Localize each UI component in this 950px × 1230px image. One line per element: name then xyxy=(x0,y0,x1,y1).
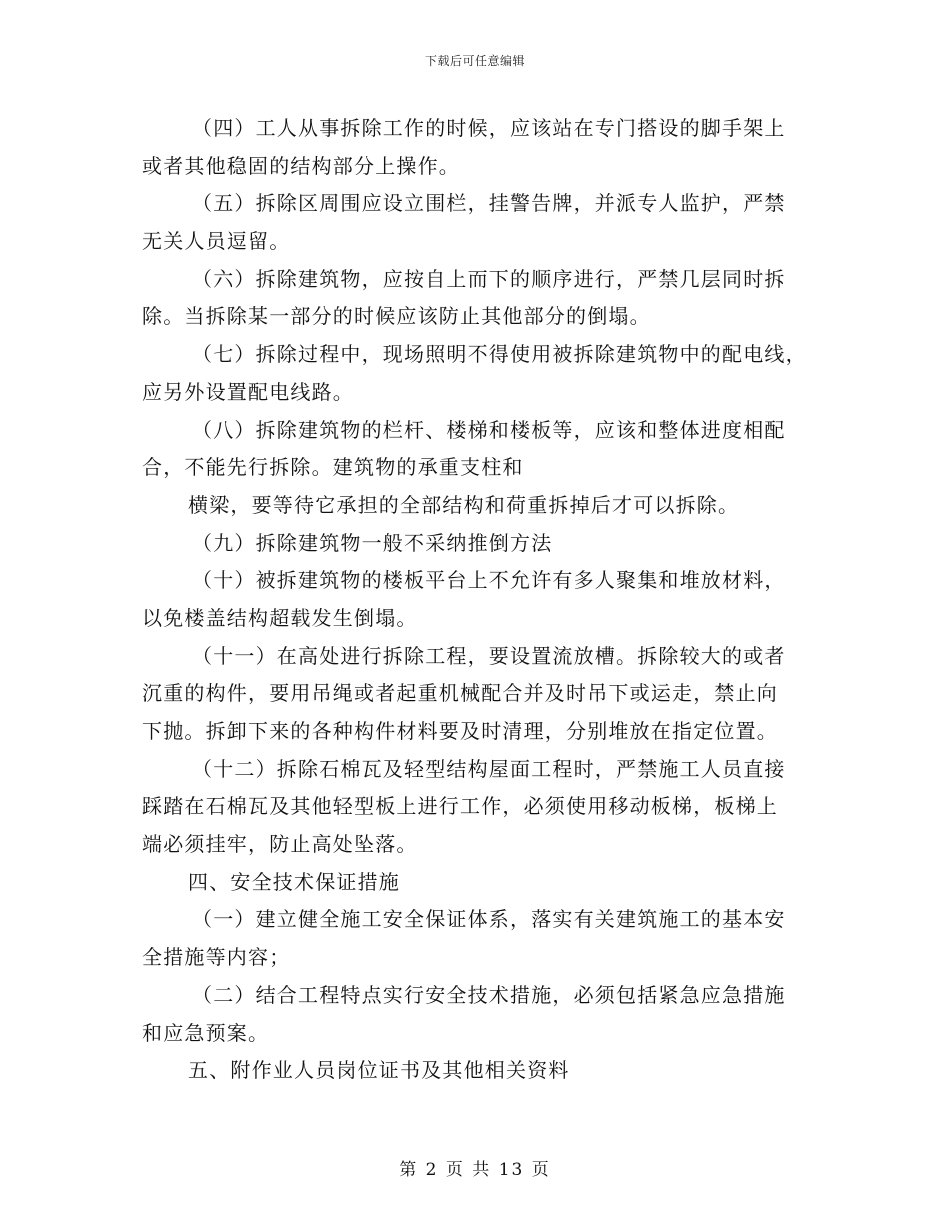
text-line: （九）拆除建筑物一般不采纳推倒方法 xyxy=(192,530,553,555)
text-line: 五、附作业人员岗位证书及其他相关资料 xyxy=(188,1058,570,1083)
document-body xyxy=(142,110,822,1090)
text-line: （十一）在高处进行拆除工程，要设置流放槽。拆除较大的或者 xyxy=(192,643,786,668)
text-line: （二）结合工程特点实行安全技术措施，必须包括紧急应急措施 xyxy=(192,982,786,1007)
page-header: 下载后可任意编辑 xyxy=(424,54,525,68)
text-line: 四、安全技术保证措施 xyxy=(188,869,400,894)
text-line: 和应急预案。 xyxy=(142,1020,270,1045)
text-line: （八）拆除建筑物的栏杆、楼梯和楼板等，应该和整体进度相配 xyxy=(192,417,786,442)
text-line: 合，不能先行拆除。建筑物的承重支柱和 xyxy=(142,455,524,480)
text-line: （十）被拆建筑物的楼板平台上不允许有多人聚集和堆放材料， xyxy=(192,568,786,593)
text-line: 或者其他稳固的结构部分上操作。 xyxy=(142,153,460,178)
text-line: 应另外设置配电线路。 xyxy=(142,379,354,404)
text-line: （五）拆除区周围应设立围栏，挂警告牌，并派专人监护，严禁 xyxy=(192,191,786,216)
page-footer: 第 2 页 共 13 页 xyxy=(399,1160,551,1180)
text-line: （一）建立健全施工安全保证体系，落实有关建筑施工的基本安 xyxy=(192,907,786,932)
text-line: （四）工人从事拆除工作的时候，应该站在专门搭设的脚手架上 xyxy=(192,116,786,140)
text-line: 除。当拆除某一部分的时候应该防止其他部分的倒塌。 xyxy=(142,304,651,329)
text-line: 以免楼盖结构超载发生倒塌。 xyxy=(142,605,418,630)
text-line: 沉重的构件，要用吊绳或者起重机械配合并及时吊下或运走，禁止向 xyxy=(142,681,778,706)
text-line: 下抛。拆卸下来的各种构件材料要及时清理，分别堆放在指定位置。 xyxy=(142,719,778,743)
text-line: （七）拆除过程中，现场照明不得使用被拆除建筑物中的配电线， xyxy=(192,342,807,367)
text-line: 踩踏在石棉瓦及其他轻型板上进行工作，必须使用移动板梯，板梯上 xyxy=(142,794,778,819)
text-line: 全措施等内容； xyxy=(142,945,291,970)
text-line: 无关人员逗留。 xyxy=(142,229,291,254)
text-line: （十二）拆除石棉瓦及轻型结构屋面工程时，严禁施工人员直接 xyxy=(192,756,786,781)
text-line: （六）拆除建筑物，应按自上而下的顺序进行，严禁几层同时拆 xyxy=(192,266,786,291)
text-line: 端必须挂牢，防止高处坠落。 xyxy=(142,832,418,857)
text-line: 横梁，要等待它承担的全部结构和荷重拆掉后才可以拆除。 xyxy=(188,492,740,517)
